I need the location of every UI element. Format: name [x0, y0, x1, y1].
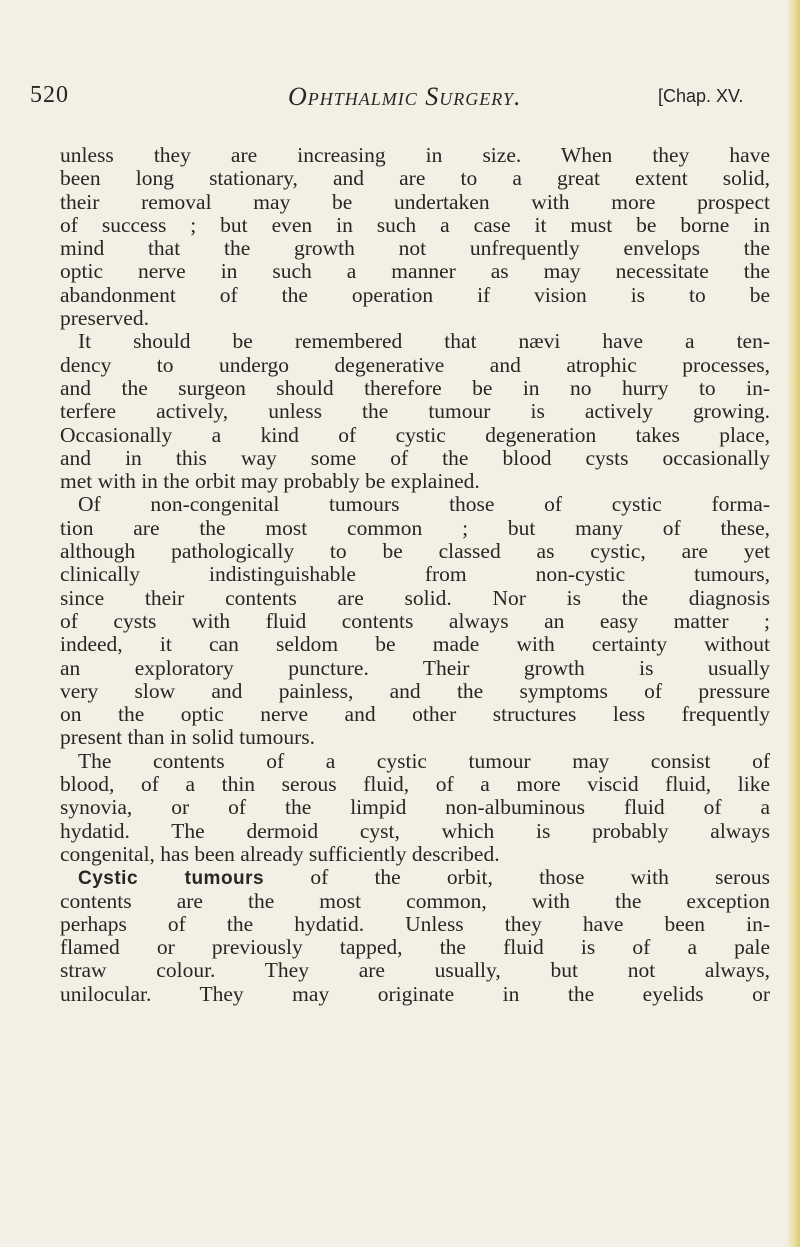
text-line: unilocular. They may originate in the eyelids or	[60, 981, 770, 1006]
text-line: hydatid. The dermoid cyst, which is probably always	[60, 818, 770, 843]
text-line: Occasionally a kind of cystic degeneration takes place,	[60, 422, 770, 447]
text-line: contents are the most common, with the exception	[60, 888, 770, 913]
text-line: an exploratory puncture. Their growth is usually	[60, 655, 770, 680]
text-line: clinically indistinguishable from non-cystic tumours,	[60, 562, 770, 587]
body-text	[60, 144, 770, 1006]
text-line: and in this way some of the blood cysts occasionally	[60, 445, 770, 470]
text-line: very slow and painless, and the symptoms of pressure	[60, 678, 770, 703]
running-title: Ophthalmic Surgery.	[288, 82, 522, 111]
paragraph-start-line	[60, 866, 770, 889]
text-line: abandonment of the operation if vision is to be	[60, 282, 770, 307]
text-line: optic nerve in such a manner as may necessitate the	[60, 259, 770, 284]
text-line: and the surgeon should therefore be in no hurry to in-	[60, 375, 770, 400]
text-line: present than in solid tumours.	[60, 725, 315, 750]
paragraph-start-line: Of non-congenital tumours those of cystic forma-	[78, 492, 770, 517]
text-line: since their contents are solid. Nor is the diagnosis	[60, 585, 770, 610]
text-line: been long stationary, and are to a great extent solid,	[60, 166, 770, 191]
text-line: flamed or previously tapped, the fluid is of a pale	[60, 935, 770, 960]
text-line: unless they are increasing in size. When they have	[60, 143, 770, 167]
page-edge	[786, 0, 800, 1247]
page-number: 520	[30, 82, 69, 108]
text-line: of success ; but even in such a case it must be borne in	[60, 212, 770, 237]
running-header	[30, 82, 770, 116]
text-line: dency to undergo degenerative and atrophic processes,	[60, 352, 770, 377]
text-line-rest: of the orbit, those with serous	[310, 865, 771, 890]
bold-section-term: Cystic tumours	[78, 868, 265, 890]
paragraph-start-line: The contents of a cystic tumour may consist of	[78, 748, 770, 773]
paragraph-start-line: It should be remembered that nævi have a ten-	[78, 329, 770, 354]
text-line: preserved.	[60, 306, 149, 331]
text-line: tion are the most common ; but many of these,	[60, 515, 770, 540]
text-line: of cysts with fluid contents always an easy matter ;	[60, 608, 770, 633]
text-line: straw colour. They are usually, but not always,	[60, 958, 770, 983]
text-line: perhaps of the hydatid. Unless they have been in-	[60, 911, 770, 936]
text-line: their removal may be undertaken with more prospect	[60, 189, 770, 214]
text-line: mind that the growth not unfrequently envelops the	[60, 236, 770, 261]
text-line: met with in the orbit may probably be explained.	[60, 469, 480, 494]
text-line: blood, of a thin serous fluid, of a more viscid fluid, like	[60, 772, 770, 797]
text-line: synovia, or of the limpid non-albuminous fluid of a	[60, 795, 770, 820]
chapter-reference: [Chap. XV.	[658, 86, 744, 106]
text-line: on the optic nerve and other structures less frequently	[60, 702, 770, 727]
text-line: terfere actively, unless the tumour is actively growing.	[60, 399, 770, 424]
text-line: indeed, it can seldom be made with certainty without	[60, 632, 770, 657]
text-line: although pathologically to be classed as cystic, are yet	[60, 539, 770, 564]
text-line: congenital, has been already sufficiently described.	[60, 841, 500, 866]
